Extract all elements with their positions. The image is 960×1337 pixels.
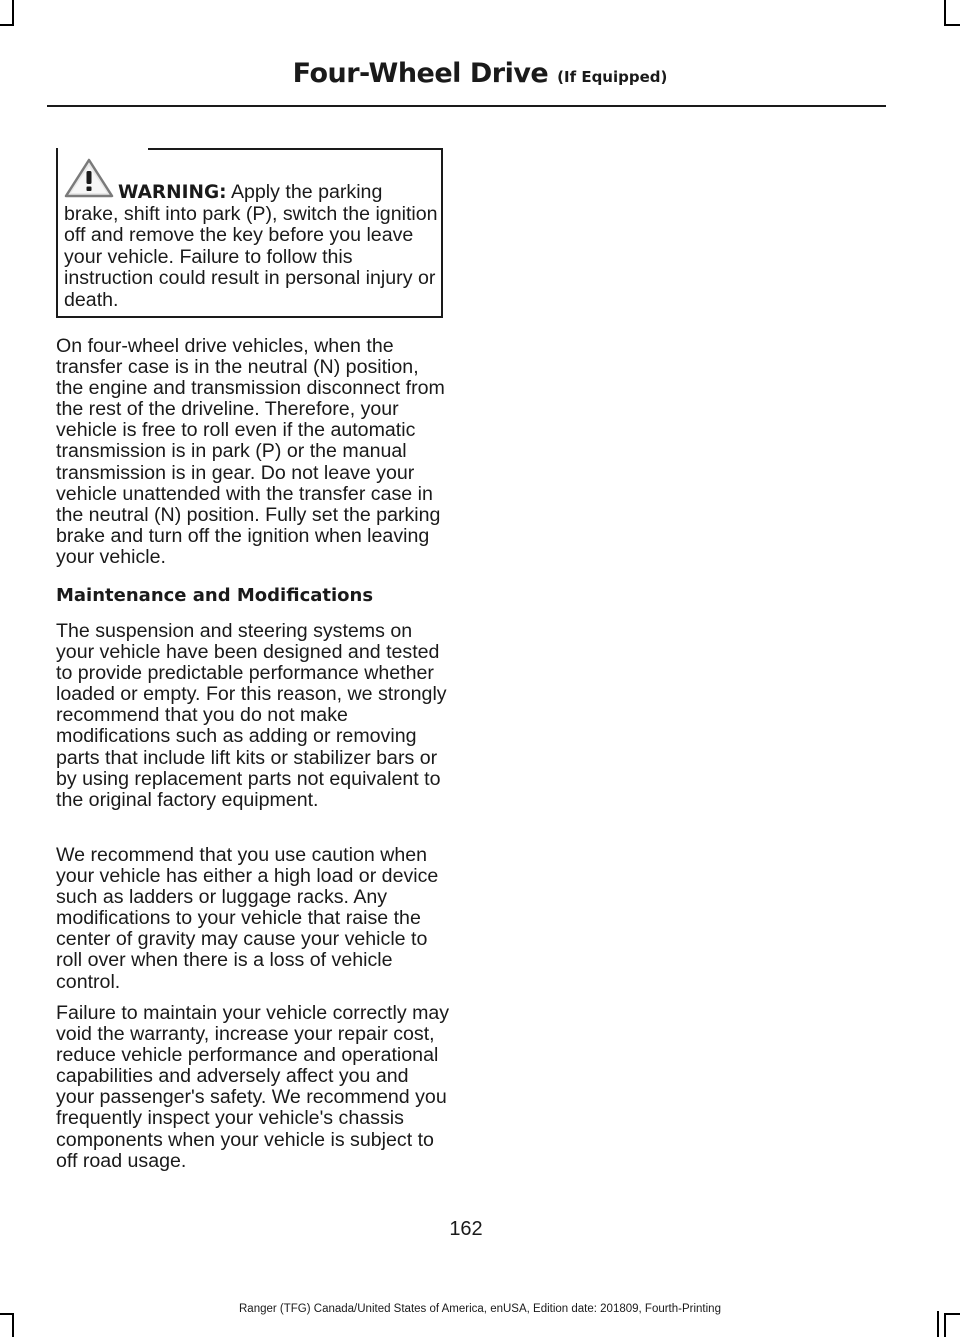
paragraph-suspension: The suspension and steering systems on your vehicle have been designed and tested to provide predictable performance whether loaded or empty. For this reason, we strongly recommend that you do not make modifications such as adding or removing parts that include lift kits or stabilizer bars or by using replacement parts not equivalent to the original factory equipment. [56, 620, 447, 811]
warning-text [64, 182, 442, 312]
header-rule [47, 105, 886, 107]
paragraph-failure: Failure to maintain your vehicle correctly may void the warranty, increase your repair cost, reduce vehicle performance and operational capabilities and adversely affect you and your passenger's safety. We recommend you frequently inspect your vehicle's chassis components when your vehicle is subject to off road usage. [56, 1002, 450, 1172]
warning-label: WARNING: [118, 182, 227, 203]
section-heading: Maintenance and Modifications [56, 585, 374, 606]
header-subtitle: (If Equipped) [557, 68, 668, 86]
crop-mark [944, 24, 960, 26]
footer-text: Ranger (TFG) Canada/United States of America, enUSA, Edition date: 201809, Fourth-Printing [239, 1303, 721, 1315]
warning-body: Apply the parking brake, shift into park (P), switch the ignition off and remove the key before you leave your vehicle. Failure to follow this instruction could result in personal injury or death. [64, 181, 438, 311]
paragraph-caution: We recommend that you use caution when your vehicle has either a high load or device such as ladders or luggage racks. Any modifications to your vehicle that raise the center of gravity may cause your vehicle to roll over when there is a loss of vehicle control. [56, 844, 439, 993]
crop-mark [944, 0, 946, 24]
page-header [0, 58, 960, 89]
page-number: 162 [449, 1218, 483, 1240]
crop-mark [944, 1313, 946, 1337]
crop-mark [12, 0, 14, 24]
crop-mark [12, 1313, 14, 1337]
warning-box-top-line [148, 148, 443, 150]
header-title: Four-Wheel Drive [292, 58, 549, 89]
crop-mark [0, 24, 14, 26]
paragraph-neutral: On four-wheel drive vehicles, when the transfer case is in the neutral (N) position, the engine and transmission disconnect from the rest of the driveline. Therefore, your vehicle is free to roll even if the automatic transmission is in park (P) or the manual transmission is in gear. Do not leave your vehicle unattended with the transfer case in the neutral (N) position. Fully set the parking brake and turn off the ignition when leaving your vehicle. [56, 335, 445, 568]
